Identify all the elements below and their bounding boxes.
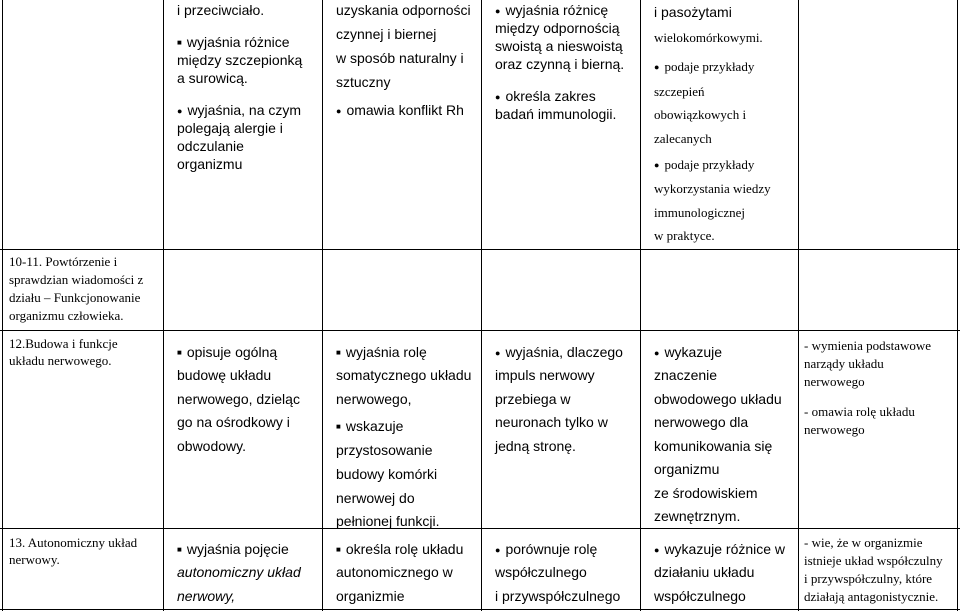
cell-line: impuls nerwowy — [495, 367, 595, 383]
cell-line: nerwowego — [804, 374, 865, 389]
cell-line: obwodowego układu — [654, 391, 782, 407]
cell-line: ■ wyjaśnia rolę — [336, 344, 427, 363]
cell-line: ■ wyjaśnia pojęcie — [177, 541, 289, 560]
cell-line: działaniu układu — [654, 564, 755, 580]
cell-line: uzyskania odporności — [336, 2, 471, 18]
cell-line: swoistą a nieswoistą — [495, 38, 623, 54]
topic-line: 13. Autonomiczny układ — [9, 535, 138, 550]
cell-line: ■ opisuje ogólną — [177, 344, 277, 363]
cell-line: jedną stronę. — [495, 438, 576, 454]
cell-line: ● wyjaśnia różnicę — [495, 2, 608, 20]
cell-line: i przywspółczulnego — [495, 588, 621, 604]
cell-line: a surowicą. — [177, 70, 248, 86]
cell-line: nerwowej do — [336, 490, 415, 506]
cell-line: i przywspółczulny, które — [804, 571, 933, 586]
cell-line: ● omawia konflikt Rh — [336, 102, 464, 120]
cell-line: współczulnego — [654, 588, 746, 604]
cell-line: ze środowiskiem — [654, 485, 758, 501]
cell-line: ● podaje przykłady — [654, 157, 754, 174]
cell-line: w praktyce. — [654, 228, 715, 243]
cell-line: - wymienia podstawowe — [804, 338, 932, 353]
table-border-right — [957, 0, 958, 611]
cell-line: między odpornością — [495, 20, 620, 36]
cell-line: obwodowy. — [177, 438, 247, 454]
cell-line: zewnętrznym. — [654, 508, 741, 524]
cell-line: nerwowego dla — [654, 414, 749, 430]
cell-line: w sposób naturalny i — [336, 50, 464, 66]
cell-line: ● wykazuje — [654, 344, 722, 362]
cell-line: szczepień — [654, 84, 705, 99]
cell-line: przystosowanie — [336, 442, 433, 458]
cell-line: badań immunologii. — [495, 106, 617, 122]
cell-line: autonomicznego w — [336, 564, 453, 580]
cell-line: ● wykazuje różnice w — [654, 541, 785, 559]
topic-line: organizmu człowieka. — [9, 308, 124, 323]
cell-line: autonomiczny układ — [177, 564, 301, 580]
cell-line: budowę układu — [177, 367, 272, 383]
cell-line: ● określa zakres — [495, 88, 596, 106]
cell-line: oraz czynną i bierną. — [495, 56, 625, 72]
topic-line: nerwowy. — [9, 552, 60, 567]
cell-line: ● wyjaśnia, dlaczego — [495, 344, 623, 362]
cell-line: go na ośrodkowy i — [177, 414, 290, 430]
row-divider — [0, 330, 960, 331]
cell-line: ● porównuje rolę — [495, 541, 597, 559]
cell-line: odczulanie — [177, 138, 244, 154]
cell-line: i pasożytami — [654, 4, 732, 20]
cell-line: budowy komórki — [336, 466, 438, 482]
cell-line: immunologicznej — [654, 205, 745, 220]
cell-line: narządy układu — [804, 356, 884, 371]
cell-line: zalecanych — [654, 131, 712, 146]
row-divider — [0, 249, 960, 250]
cell-line: obowiązkowych i — [654, 107, 747, 122]
cell-line: działają antagonistycznie. — [804, 589, 939, 604]
cell-line: istnieje układ współczulny — [804, 553, 943, 568]
cell-line: ● wyjaśnia, na czym — [177, 102, 301, 120]
cell-line: nerwowego, dzieląc — [177, 391, 300, 407]
topic-line: 10-11. Powtórzenie i — [9, 254, 118, 269]
table-border-bottom — [0, 609, 960, 610]
cell-line: nerwowego, — [336, 391, 412, 407]
cell-line: organizmu — [654, 461, 720, 477]
column-divider — [322, 0, 323, 611]
cell-line: wielokomórkowymi. — [654, 30, 763, 45]
topic-line: sprawdzian wiadomości z — [9, 272, 144, 287]
cell-line: sztuczny — [336, 74, 391, 90]
cell-line: organizmu — [177, 156, 243, 172]
cell-line: organizmie — [336, 588, 405, 604]
column-divider — [481, 0, 482, 611]
cell-line: między szczepionką — [177, 52, 303, 68]
cell-line: ● podaje przykłady — [654, 59, 754, 76]
cell-line: współczulnego — [495, 564, 587, 580]
cell-line: ■ określa rolę układu — [336, 541, 463, 560]
topic-line: 12.Budowa i funkcje — [9, 336, 118, 351]
table-border-left — [2, 0, 3, 611]
cell-line: - omawia rolę układu — [804, 404, 915, 419]
cell-line: polegają alergie i — [177, 120, 283, 136]
cell-line: neuronach tylko w — [495, 414, 608, 430]
cell-line: komunikowania się — [654, 438, 773, 454]
cell-line: - wie, że w organizmie — [804, 535, 923, 550]
topic-line: układu nerwowego. — [9, 353, 112, 368]
cell-line: wykorzystania wiedzy — [654, 181, 771, 196]
cell-line: czynnej i biernej — [336, 26, 437, 42]
cell-line: znaczenie — [654, 367, 718, 383]
cell-line: nerwowy, — [177, 588, 236, 604]
column-divider — [640, 0, 641, 611]
cell-line: ■ wyjaśnia różnice — [177, 34, 290, 53]
column-divider — [163, 0, 164, 611]
cell-line: pełnionej funkcji. — [336, 513, 440, 529]
cell-line: somatycznego układu — [336, 367, 472, 383]
cell-line: przebiega w — [495, 391, 571, 407]
cell-line: i przeciwciało. — [177, 2, 265, 18]
column-divider — [798, 0, 799, 611]
row-divider — [0, 528, 960, 529]
cell-line: nerwowego — [804, 422, 865, 437]
cell-line: ■ wskazuje — [336, 418, 403, 437]
topic-line: działu – Funkcjonowanie — [9, 290, 141, 305]
